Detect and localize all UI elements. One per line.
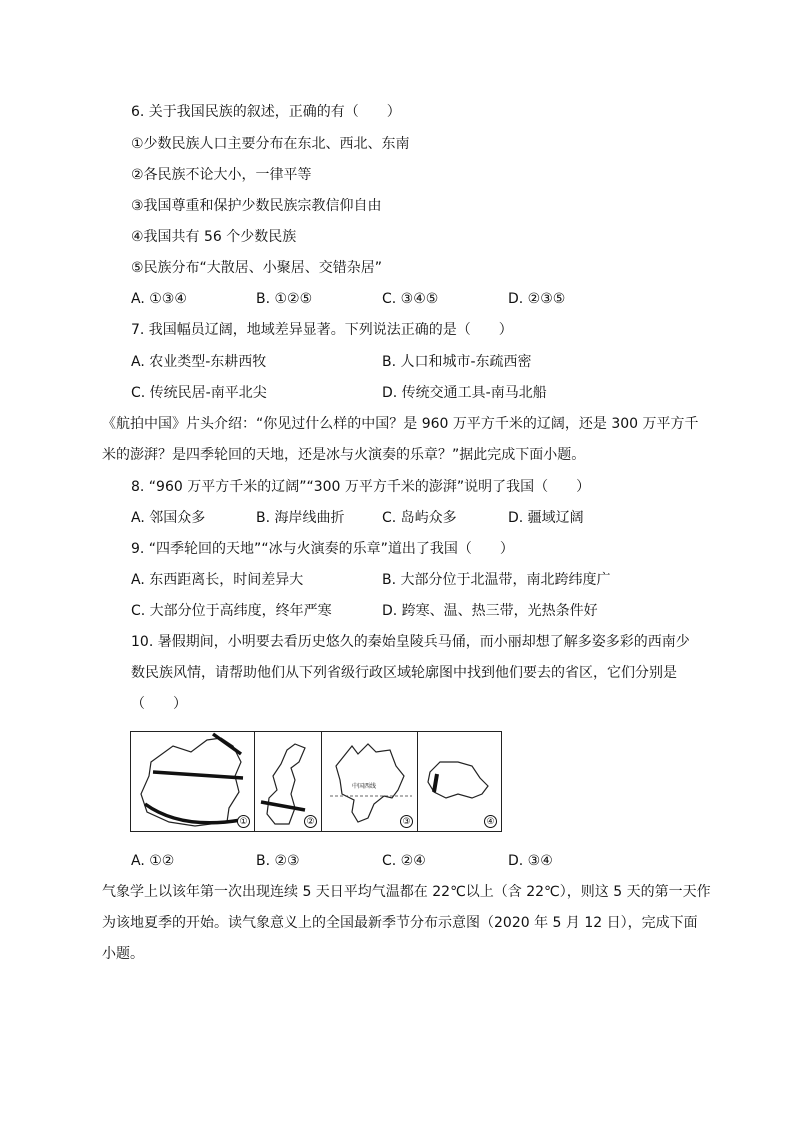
q9-option-c: C. 大部分位于高纬度，终年严寒 [131, 603, 332, 619]
map-cell-1 [131, 732, 255, 831]
q10-option-b: B. ②③ [256, 853, 300, 869]
map-number-4: ④ [484, 815, 497, 828]
q9-option-a: A. 东西距离长，时间差异大 [131, 572, 304, 588]
intro2-line-1: 气象学上以该年第一次出现连续 5 天日平均气温都在 22℃以上（含 22℃），则这 5 天的第一天作 [102, 884, 711, 900]
intro2-line-2: 为该地夏季的开始。读气象意义上的全国最新季节分布示意图（2020 年 5 月 12 日），完成下面 [102, 915, 698, 931]
map-cell-4 [418, 732, 501, 831]
map-cell-2 [255, 732, 322, 831]
q6-option-a: A. ①③④ [131, 291, 187, 307]
q9-stem: 9. “四季轮回的天地”“冰与火演奏的乐章”道出了我国（ ） [131, 541, 514, 557]
q9-option-b: B. 大部分位于北温带，南北跨纬度广 [382, 572, 611, 588]
q7-option-b: B. 人口和城市-东疏西密 [382, 354, 532, 370]
q10-option-d: D. ③④ [508, 853, 553, 869]
q10-stem-line-2: 数民族风情，请帮助他们从下列省级行政区域轮廓图中找到他们要去的省区，它们分别是 [131, 665, 677, 681]
q6-item-2: ②各民族不论大小，一律平等 [131, 167, 312, 183]
q7-option-d: D. 传统交通工具-南马北船 [382, 385, 547, 401]
q8-option-c: C. 岛屿众多 [382, 510, 457, 526]
intro1-line-1: 《航拍中国》片头介绍：“你见过什么样的中国？是 960 万平方千米的辽阔，还是 300 万平方千 [102, 416, 699, 432]
q6-item-1: ①少数民族人口主要分布在东北、西北、东南 [131, 136, 410, 152]
q9-option-d: D. 跨寒、温、热三带，光热条件好 [382, 603, 598, 619]
q8-option-a: A. 邻国众多 [131, 510, 206, 526]
q6-item-5: ⑤民族分布“大散居、小聚居、交错杂居” [131, 260, 383, 276]
q7-option-c: C. 传统民居-南平北尖 [131, 385, 267, 401]
map-cell-3 [322, 732, 418, 831]
map-number-3: ③ [400, 815, 413, 828]
q7-stem: 7. 我国幅员辽阔，地域差异显著。下列说法正确的是（ ） [131, 322, 513, 338]
q10-stem-line-1: 10. 暑假期间，小明要去看历史悠久的秦始皇陵兵马俑，而小丽却想了解多姿多彩的西南少 [131, 634, 690, 650]
province-outline-maps [130, 731, 502, 832]
map-number-1: ① [237, 815, 250, 828]
q10-stem-line-3: （ ） [131, 696, 187, 712]
intro2-line-3: 小题。 [102, 946, 144, 962]
map-3-label: 中国西线 [352, 783, 377, 790]
q8-stem: 8. “960 万平方千米的辽阔”“300 万平方千米的澎湃”说明了我国（ ） [131, 479, 591, 495]
q6-item-4: ④我国共有 56 个少数民族 [131, 229, 297, 245]
intro1-line-2: 米的澎湃？是四季轮回的天地，还是冰与火演奏的乐章？”据此完成下面小题。 [102, 447, 586, 463]
q8-option-d: D. 疆域辽阔 [508, 510, 584, 526]
q6-option-c: C. ③④⑤ [382, 291, 439, 307]
q7-option-a: A. 农业类型-东耕西牧 [131, 354, 267, 370]
map-1-outline [131, 732, 255, 832]
q8-option-b: B. 海岸线曲折 [256, 510, 345, 526]
q10-option-a: A. ①② [131, 853, 175, 869]
q6-option-b: B. ①②⑤ [256, 291, 313, 307]
q6-stem: 6. 关于我国民族的叙述，正确的有（ ） [131, 104, 401, 120]
q6-option-d: D. ②③⑤ [508, 291, 566, 307]
map-number-2: ② [304, 815, 317, 828]
q10-option-c: C. ②④ [382, 853, 426, 869]
q6-item-3: ③我国尊重和保护少数民族宗教信仰自由 [131, 198, 382, 214]
